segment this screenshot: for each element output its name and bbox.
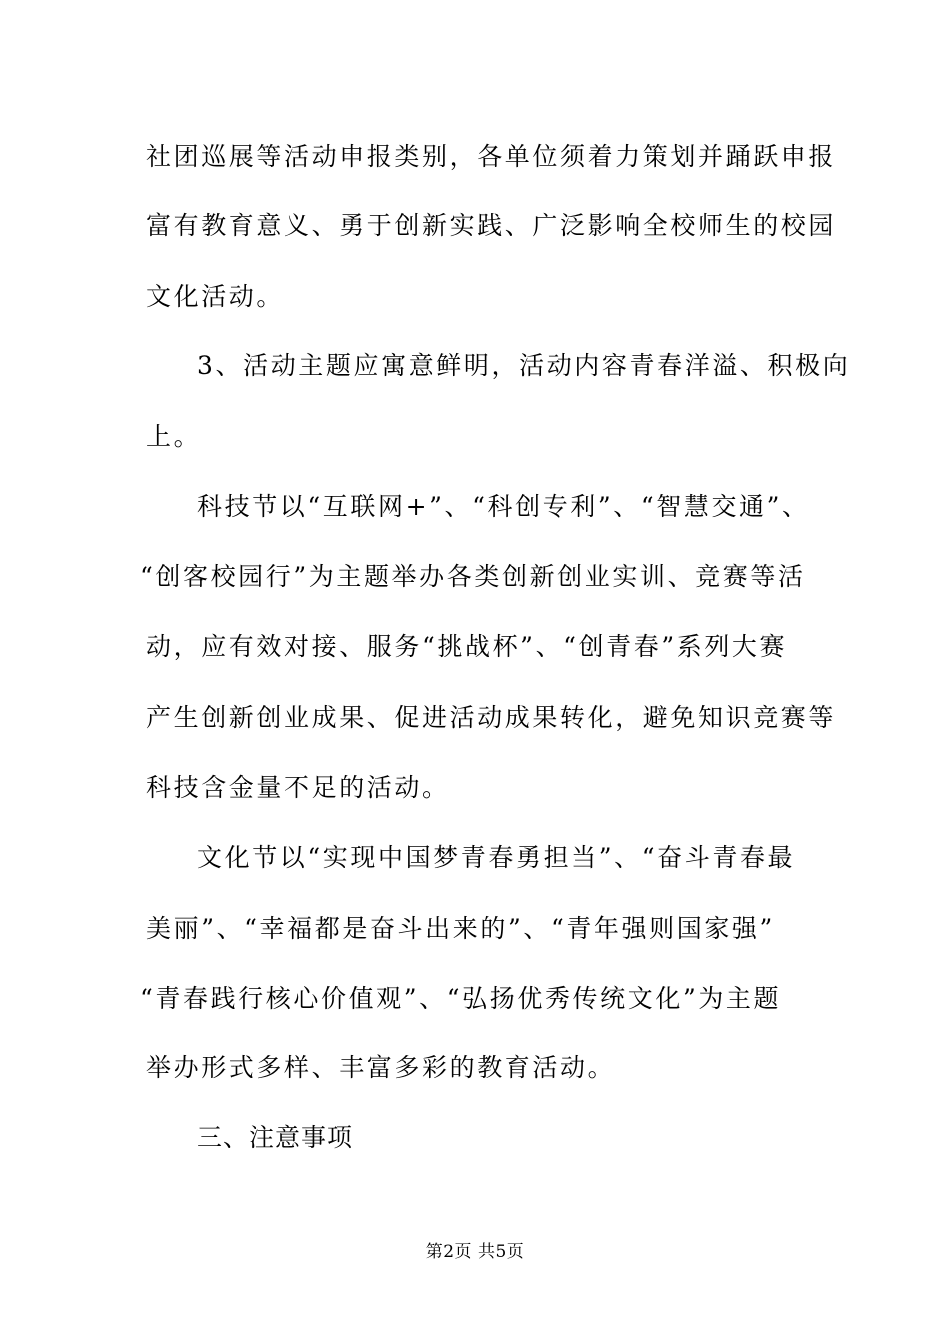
body-line-12: 美丽”、“幸福都是奋斗出来的”、“青年强则国家强” xyxy=(146,914,775,943)
body-line-4: 3、活动主题应寓意鲜明，活动内容青春洋溢、积极向 xyxy=(197,351,851,380)
body-line-6: 科技节以“互联网+”、“科创专利”、“智慧交通”、 xyxy=(197,492,810,521)
page-footer: 第2页 共5页 xyxy=(425,1242,525,1262)
body-line-2: 富有教育意义、勇于创新实践、广泛影响全校师生的校园 xyxy=(146,211,837,240)
body-line-3: 文化活动。 xyxy=(146,282,285,311)
body-line-8: 动，应有效对接、服务“挑战杯”、“创青春”系列大赛 xyxy=(146,632,788,661)
body-line-5: 上。 xyxy=(146,422,202,451)
body-line-10: 科技含金量不足的活动。 xyxy=(146,773,450,802)
body-line-1: 社团巡展等活动申报类别，各单位须着力策划并踊跃申报 xyxy=(146,142,837,171)
section-heading: 三、注意事项 xyxy=(197,1123,354,1152)
body-line-7: “创客校园行”为主题举办各类创新创业实训、竞赛等活 xyxy=(140,562,806,591)
body-line-14: 举办形式多样、丰富多彩的教育活动。 xyxy=(146,1053,616,1082)
body-line-9: 产生创新创业成果、促进活动成果转化，避免知识竞赛等 xyxy=(146,703,837,732)
body-line-11: 文化节以“实现中国梦青春勇担当”、“奋斗青春最 xyxy=(197,843,796,872)
body-line-13: “青春践行核心价值观”、“弘扬优秀传统文化”为主题 xyxy=(140,984,782,1013)
